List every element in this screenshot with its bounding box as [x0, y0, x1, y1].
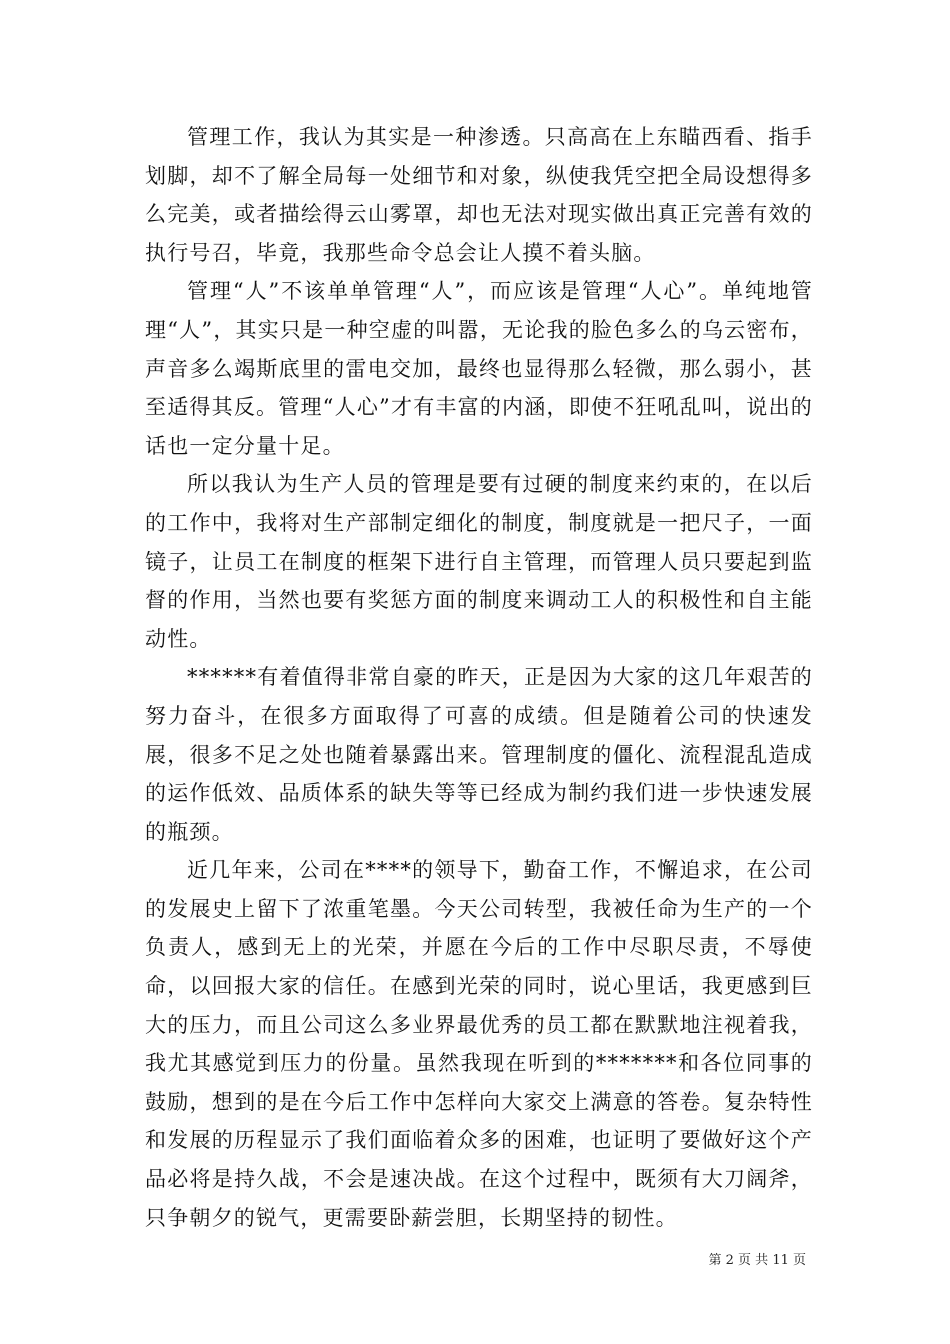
paragraph-1: 管理工作，我认为其实是一种渗透。只高高在上东瞄西看、指手划脚，却不了解全局每一处细节和对象，纵使我凭空把全局设想得多么完美，或者描绘得云山雾罩，却也无法对现实做出真正完善有效的执行号召，毕竟，我那些命令总会让人摸不着头脑。: [145, 125, 813, 265]
paragraph-5: 近几年来，公司在****的领导下，勤奋工作，不懈追求，在公司的发展史上留下了浓重笔墨。今天公司转型，我被任命为生产的一个负责人，感到无上的光荣，并愿在今后的工作中尽职尽责，不辱使命，以回报大家的信任。在感到光荣的同时，说心里话，我更感到巨大的压力，而且公司这么多业界最优秀的员工都在默默地注视着我，我尤其感觉到压力的份量。虽然我现在听到的*******和各位同事的鼓励，想到的是在今后工作中怎样向大家交上满意的答卷。复杂特性和发展的历程显示了我们面临着众多的困难，也证明了要做好这个产品必将是持久战，不会是速决战。在这个过程中，既须有大刀阔斧，只争朝夕的锐气，更需要卧薪尝胆，长期坚持的韧性。: [145, 858, 813, 1230]
paragraph-4: ******有着值得非常自豪的昨天，正是因为大家的这几年艰苦的努力奋斗，在很多方面取得了可喜的成绩。但是随着公司的快速发展，很多不足之处也随着暴露出来。管理制度的僵化、流程混乱造成的运作低效、品质体系的缺失等等已经成为制约我们进一步快速发展的瓶颈。: [145, 665, 813, 844]
paragraph-2: 管理“人”不该单单管理“人”，而应该是管理“人心”。单纯地管理“人”，其实只是一种空虚的叫嚣，无论我的脸色多么的乌云密布，声音多么竭斯底里的雷电交加，最终也显得那么轻微，那么弱小，甚至适得其反。管理“人心”才有丰富的内涵，即使不狂吼乱叫，说出的话也一定分量十足。: [145, 279, 813, 458]
page-number-footer: 第 2 页 共 11 页: [708, 1253, 806, 1268]
paragraph-3: 所以我认为生产人员的管理是要有过硬的制度来约束的，在以后的工作中，我将对生产部制定细化的制度，制度就是一把尺子，一面镜子，让员工在制度的框架下进行自主管理，而管理人员只要起到监督的作用，当然也要有奖惩方面的制度来调动工人的积极性和自主能动性。: [145, 472, 813, 651]
document-body: [145, 118, 813, 1237]
